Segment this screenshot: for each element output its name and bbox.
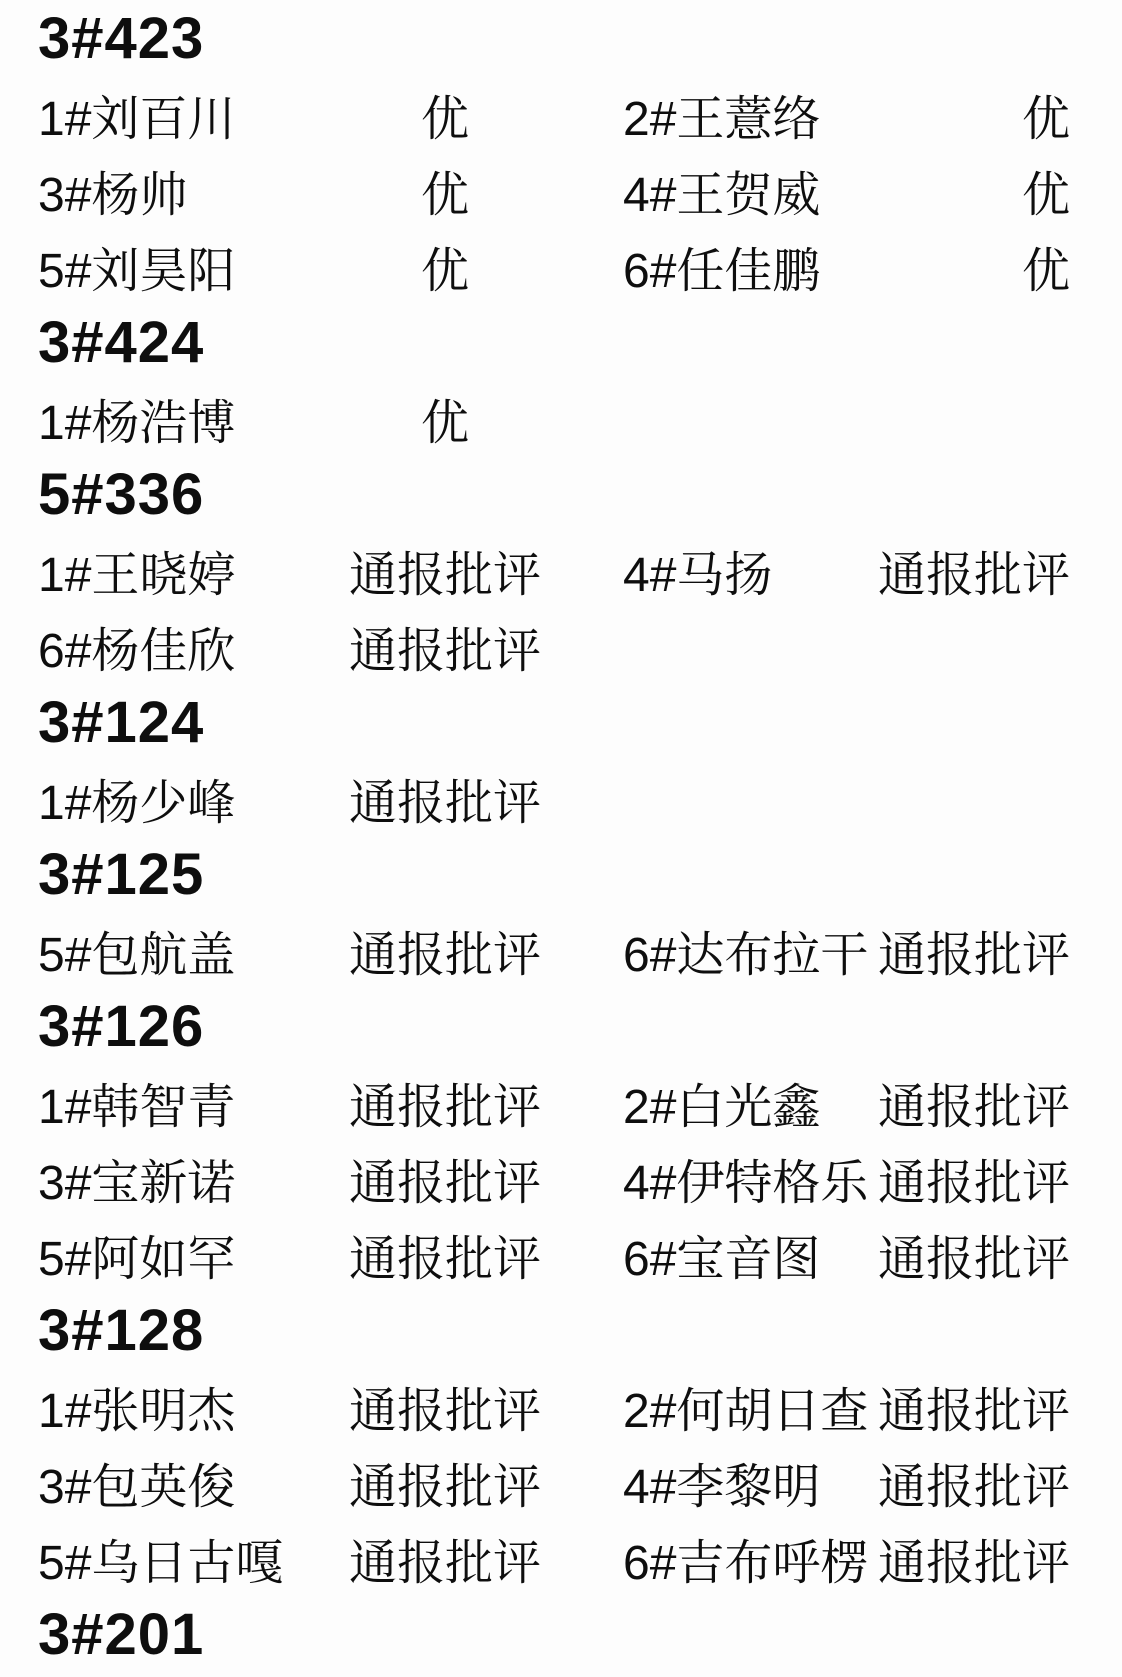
rating-left: 通报批评 bbox=[348, 1460, 541, 1514]
bed-name-left: 3#杨帅 bbox=[38, 168, 188, 222]
entry-row bbox=[38, 532, 1122, 608]
bed-name-left: 3#宝新诺 bbox=[38, 1156, 236, 1210]
entry-row bbox=[38, 76, 1122, 152]
rating-right: 通报批评 bbox=[878, 928, 1071, 982]
room-heading: 3#126 bbox=[38, 993, 205, 1059]
rating-left: 通报批评 bbox=[348, 776, 541, 830]
rating-right: 通报批评 bbox=[878, 1080, 1071, 1134]
room-heading: 3#201 bbox=[38, 1601, 205, 1667]
entry-row bbox=[38, 1140, 1122, 1216]
rating-right: 优 bbox=[1021, 244, 1070, 298]
room-heading: 3#124 bbox=[38, 689, 205, 755]
bed-name-right: 4#王贺威 bbox=[623, 168, 821, 222]
room-heading: 3#423 bbox=[38, 5, 205, 71]
bed-name-right: 6#宝音图 bbox=[623, 1232, 821, 1286]
bed-name-left: 5#乌日古嘎 bbox=[38, 1536, 284, 1590]
entry-row bbox=[38, 608, 1122, 684]
room-heading: 5#336 bbox=[38, 461, 205, 527]
rating-right: 通报批评 bbox=[878, 1384, 1071, 1438]
rating-left: 通报批评 bbox=[348, 928, 541, 982]
rating-left: 通报批评 bbox=[348, 548, 541, 602]
rating-right: 通报批评 bbox=[878, 1156, 1071, 1210]
rating-left: 通报批评 bbox=[348, 1384, 541, 1438]
bed-name-left: 1#杨浩博 bbox=[38, 396, 236, 450]
bed-name-right: 4#李黎明 bbox=[623, 1460, 821, 1514]
bed-name-right: 6#吉布呼楞 bbox=[623, 1536, 869, 1590]
bed-name-left: 1#韩智青 bbox=[38, 1080, 236, 1134]
entry-row bbox=[38, 228, 1122, 304]
entry-row bbox=[38, 1216, 1122, 1292]
bed-name-left: 5#包航盖 bbox=[38, 928, 236, 982]
entry-row bbox=[38, 1368, 1122, 1444]
entry-row bbox=[38, 912, 1122, 988]
room-heading: 3#424 bbox=[38, 309, 205, 375]
bed-name-left: 5#刘昊阳 bbox=[38, 244, 236, 298]
rating-left: 优 bbox=[420, 244, 469, 298]
entry-row bbox=[38, 1520, 1122, 1596]
bed-name-right: 4#马扬 bbox=[623, 548, 773, 602]
room-heading: 3#125 bbox=[38, 841, 205, 907]
rating-left: 通报批评 bbox=[348, 1080, 541, 1134]
rating-right: 优 bbox=[1021, 92, 1070, 146]
bed-name-left: 1#杨少峰 bbox=[38, 776, 236, 830]
bed-name-left: 1#刘百川 bbox=[38, 92, 236, 146]
rating-left: 通报批评 bbox=[348, 624, 541, 678]
bed-name-left: 1#张明杰 bbox=[38, 1384, 236, 1438]
rating-left: 优 bbox=[420, 168, 469, 222]
rating-right: 优 bbox=[1021, 168, 1070, 222]
bed-name-right: 2#王薏络 bbox=[623, 92, 821, 146]
room-heading: 3#128 bbox=[38, 1297, 205, 1363]
rating-left: 通报批评 bbox=[348, 1232, 541, 1286]
rating-right: 通报批评 bbox=[878, 1536, 1071, 1590]
bed-name-right: 2#何胡日查 bbox=[623, 1384, 869, 1438]
bed-name-right: 6#任佳鹏 bbox=[623, 244, 821, 298]
bed-name-left: 1#王晓婷 bbox=[38, 548, 236, 602]
entry-row bbox=[38, 152, 1122, 228]
entry-row bbox=[38, 1444, 1122, 1520]
entry-row bbox=[38, 1064, 1122, 1140]
bed-name-right: 4#伊特格乐 bbox=[623, 1156, 869, 1210]
bed-name-left: 3#包英俊 bbox=[38, 1460, 236, 1514]
entry-row bbox=[38, 760, 1122, 836]
rating-left: 通报批评 bbox=[348, 1536, 541, 1590]
rating-right: 通报批评 bbox=[878, 1460, 1071, 1514]
rating-left: 通报批评 bbox=[348, 1156, 541, 1210]
bed-name-left: 6#杨佳欣 bbox=[38, 624, 236, 678]
entry-row bbox=[38, 380, 1122, 456]
bed-name-right: 6#达布拉干 bbox=[623, 928, 869, 982]
rating-right: 通报批评 bbox=[878, 1232, 1071, 1286]
rating-left: 优 bbox=[420, 92, 469, 146]
rating-right: 通报批评 bbox=[878, 548, 1071, 602]
rating-left: 优 bbox=[420, 396, 469, 450]
bed-name-right: 2#白光鑫 bbox=[623, 1080, 821, 1134]
bed-name-left: 5#阿如罕 bbox=[38, 1232, 236, 1286]
